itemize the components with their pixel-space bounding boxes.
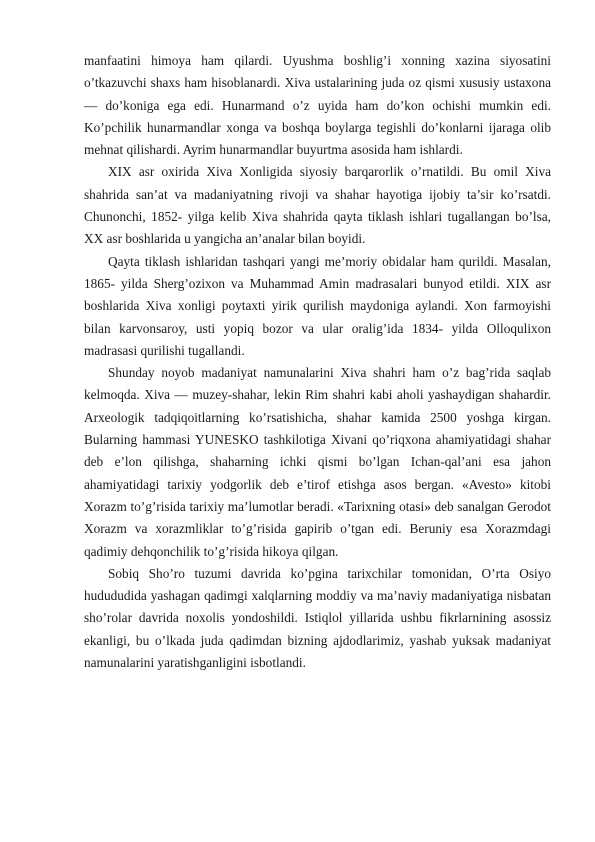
paragraph-3: Qayta tiklash ishlaridan tashqari yangi me’moriy obidalar ham qurildi. Masalan, 1865- yilda Sherg’ozixon va Muhammad Amin madrasalari bunyod etildi. XIX asr boshlarida Xiva xonligi poytaxti yirik qurilish maydoniga aylandi. Xon farmoyishi bilan karvonsaroy, usti yopiq bozor va ular oralig’ida 1834- yilda Olloqulixon madrasasi qurilishi tugallandi. <box>84 253 551 358</box>
body-text <box>84 50 551 674</box>
paragraph-2: XIX asr oxirida Xiva Xonligida siyosiy barqarorlik o’rnatildi. Bu omil Xiva shahrida san’at va madaniyatning rivoji va shahar hayotiga ijobiy ta’sir ko’rsatdi. Chunonchi, 1852- yilga kelib Xiva shahrida qayta tiklash ishlari tugallangan bo’lsa, XX asr boshlarida u yangicha an’analar bilan boyidi. <box>84 164 551 247</box>
paragraph-4: Shunday noyob madaniyat namunalarini Xiva shahri ham o’z bag’rida saqlab kelmoqda. Xiva — muzey-shahar, lekin Rim shahri kabi aholi yashaydigan shahardir. Arxeologik tadqiqoitlarning ko’rsatishicha, shahar kamida 2500 yoshga kirgan. Bularning hammasi YUNESKO tashkilotiga Xivani qo’riqxona ahamiyatidagi shahar deb e’lon qilishga, shaharning ichki qismi bo’lgan Ichan-qal’ani esa jahon ahamiyatidagi tarixiy yodgorlik deb e’tirof etishga asos bergan. «Avesto» kitobi Xorazm to’g’risida tarixiy ma’lumotlar beradi. «Tarixning otasi» deb sanalgan Gerodot Xorazm va xorazmliklar to’g’risida gapirib o’tgan edi. Beruniy esa Xorazmdagi qadimiy dehqonchilik to’g’risida hikoya qilgan. <box>84 365 551 559</box>
paragraph-1: manfaatini himoya ham qilardi. Uyushma boshlig’i xonning xazina siyosatini o’tkazuvchi shaxs ham hisoblanardi. Xiva ustalarining juda oz qismi xususiy ustaxona — do’koniga ega edi. Hunarmand o’z uyida ham do’kon ochishi mumkin edi. Ko’pchilik hunarmandlar xonga va boshqa boylarga tegishli do’konlarni ijaraga olib mehnat qilishardi. Ayrim hunarmandlar buyurtma asosida ham ishlardi. <box>84 53 551 158</box>
paragraph-5: Sobiq Sho’ro tuzumi davrida ko’pgina tarixchilar tomonidan, O’rta Osiyo hudududida yashagan qadimgi xalqlarning moddiy va ma’naviy madaniyatiga nisbatan sho’rolar davrida noxolis yondoshildi. Istiqlol yillarida ushbu fikrlarnining asossiz ekanligi, bu o’lkada juda qadimdan bizning ajdodlarimiz, yashab yuksak madaniyat namunalarini yaratishganligini isbotlandi. <box>84 565 551 671</box>
